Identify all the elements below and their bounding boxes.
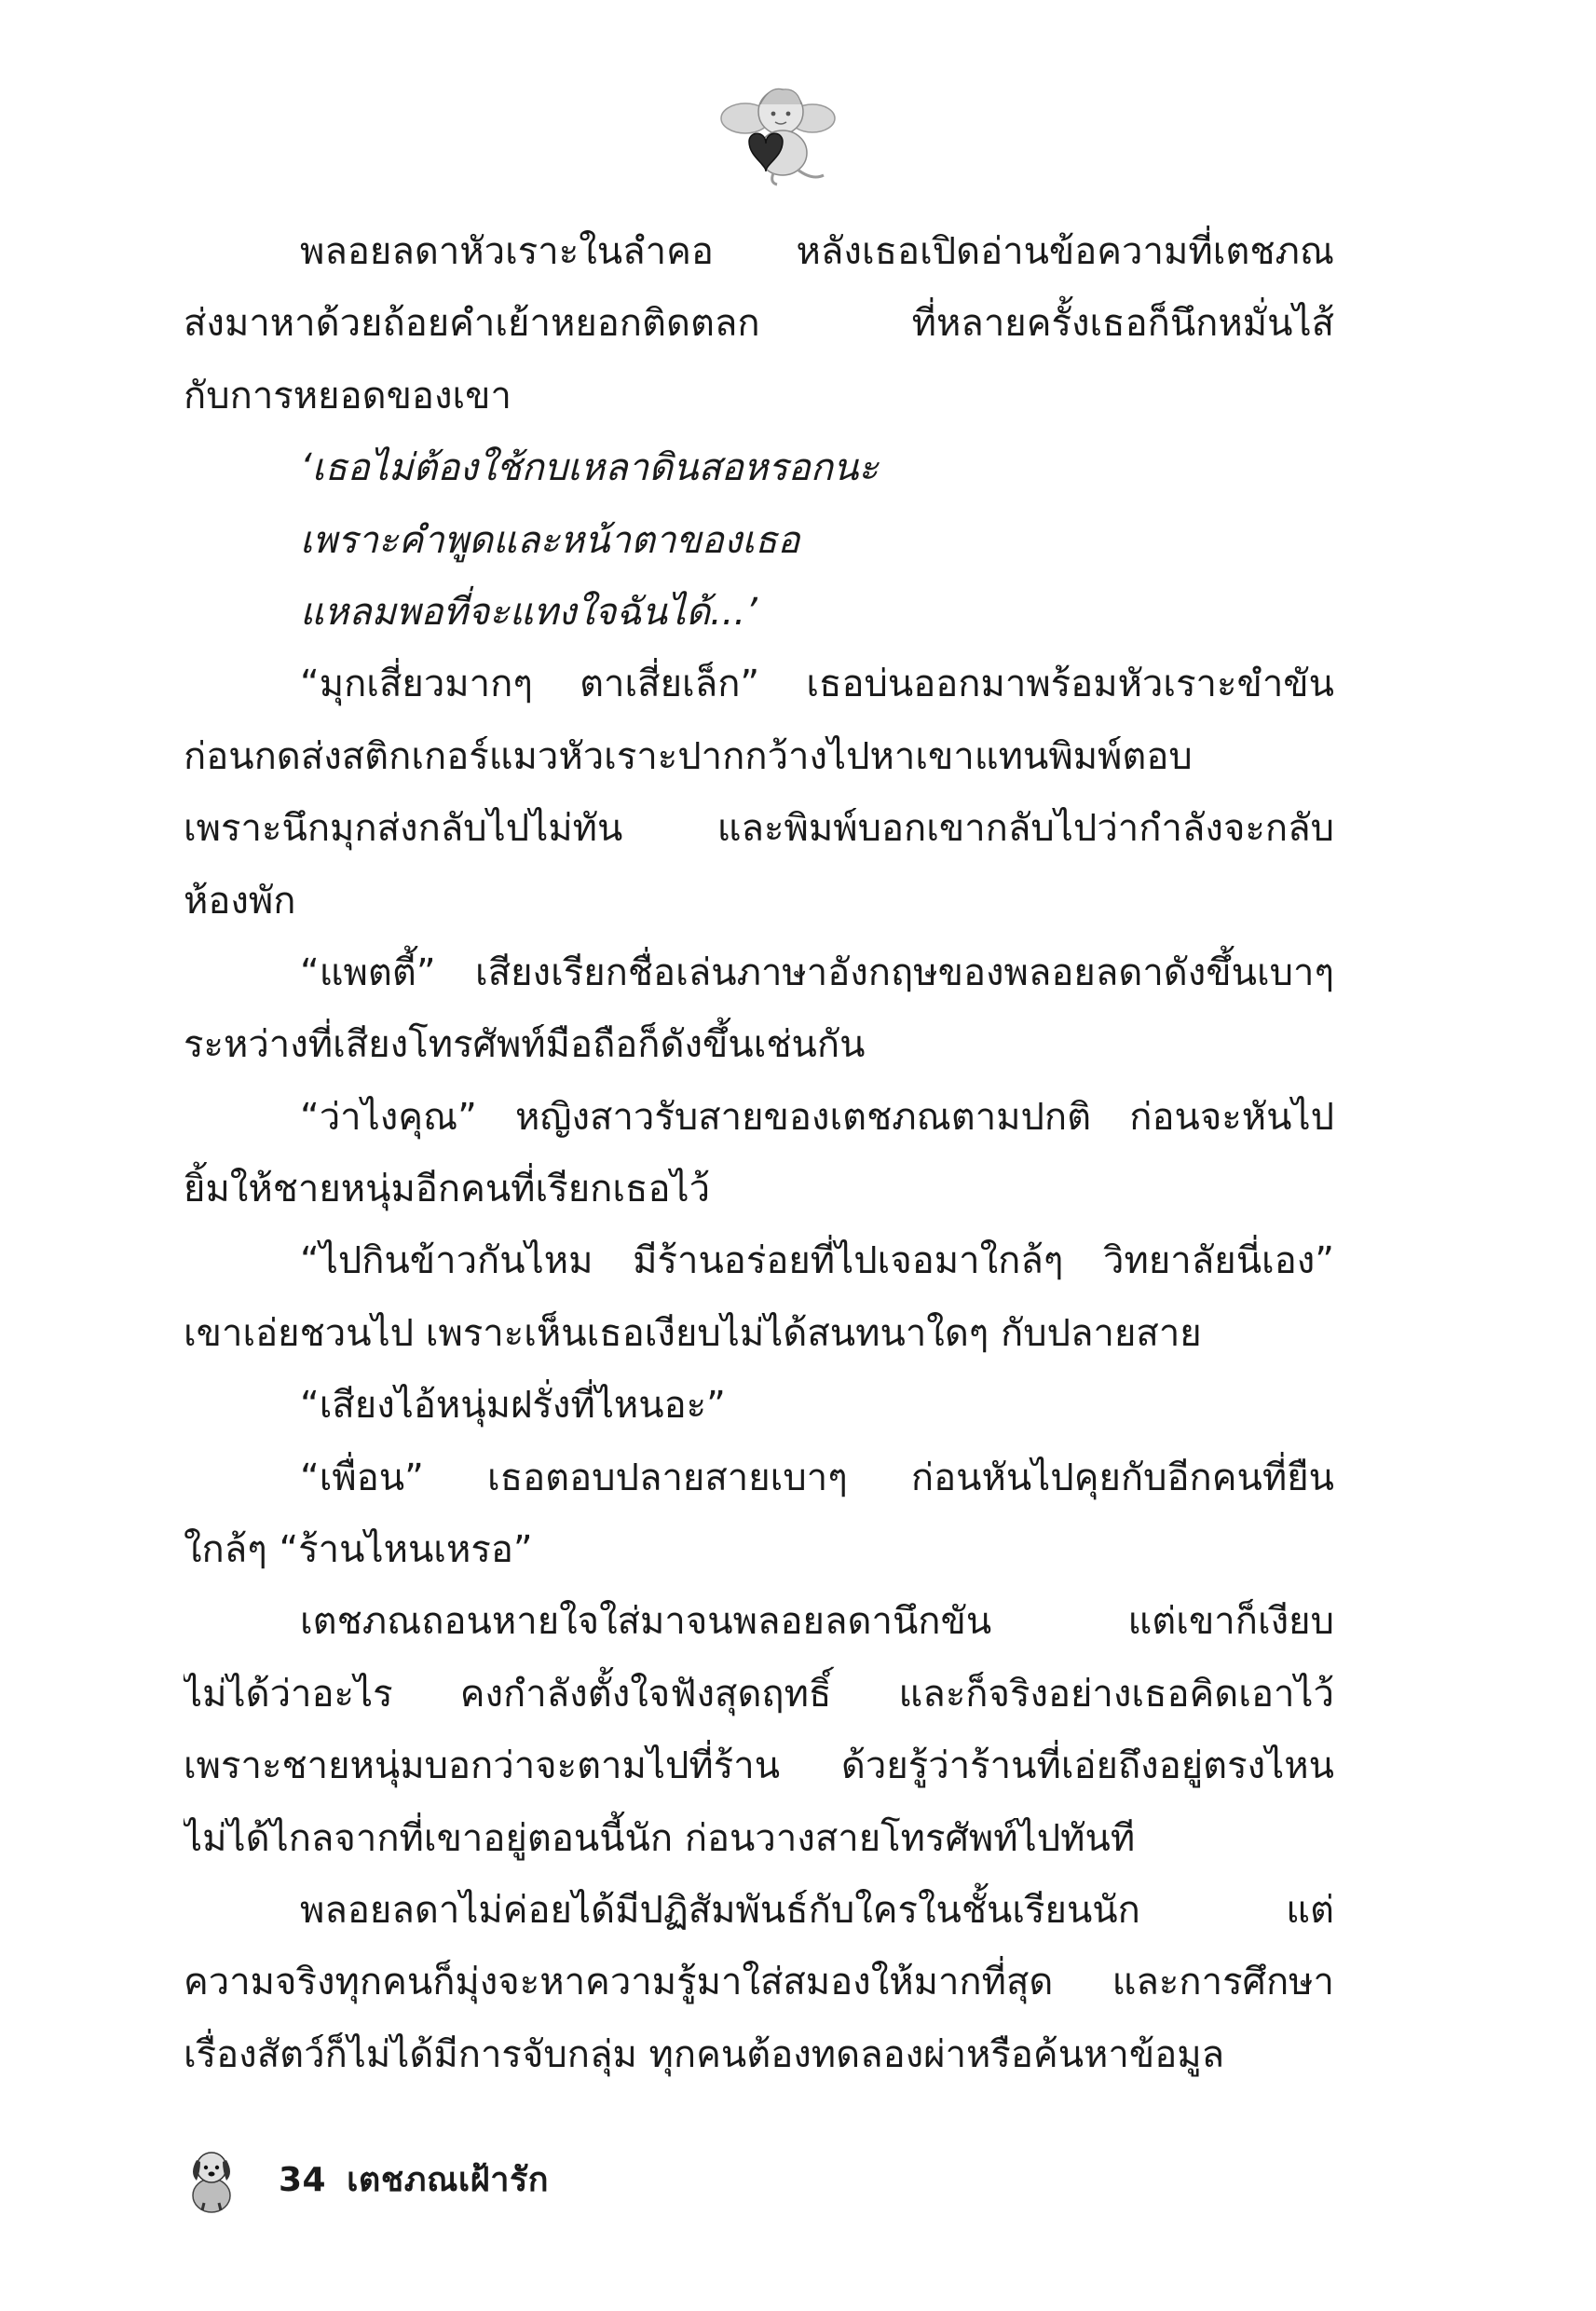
text-line: กับการหยอดของเขา	[184, 374, 512, 417]
paragraph	[184, 505, 1334, 577]
paragraph	[184, 1443, 1334, 1587]
text-line: ความจริงทุกคนก็มุ่งจะหาความรู้มาใส่สมองให้มากที่สุด และการศึกษา	[184, 1961, 1334, 2004]
text-line: ส่งมาหาด้วยถ้อยคำเย้าหยอกติดตลก ที่หลายครั้งเธอก็นึกหมั่นไส้	[184, 302, 1334, 346]
paragraph	[184, 937, 1334, 1082]
text-line: “มุกเสี่ยวมากๆ ตาเสี่ยเล็ก” เธอบ่นออกมาพร้อมหัวเราะขำขัน	[300, 663, 1334, 706]
text-line: เพราะชายหนุ่มบอกว่าจะตามไปที่ร้าน ด้วยรู้ว่าร้านที่เอ่ยถึงอยู่ตรงไหน	[184, 1744, 1334, 1788]
puppy-icon	[184, 2141, 239, 2216]
paragraph	[184, 1875, 1334, 2091]
page-footer	[184, 2141, 549, 2216]
text-line: “เสียงไอ้หนุ่มฝรั่งที่ไหนอะ”	[300, 1384, 726, 1428]
footer-text	[279, 2153, 549, 2206]
text-line: ใกล้ๆ “ร้านไหนเหรอ”	[184, 1528, 533, 1572]
text-line: ไม่ได้ไกลจากที่เขาอยู่ตอนนี้นัก ก่อนวางสายโทรศัพท์ไปทันที	[184, 1816, 1136, 1860]
text-line: ห้องพัก	[184, 879, 296, 923]
cherub-heart-icon	[708, 76, 848, 188]
text-line: “เพื่อน” เธอตอบปลายสายเบาๆ ก่อนหันไปคุยกับอีกคนที่ยืน	[300, 1456, 1334, 1499]
text-line: พลอยลดาหัวเราะในลำคอ หลังเธอเปิดอ่านข้อความที่เตชภณ	[300, 230, 1334, 273]
text-line: ‘เธอไม่ต้องใช้กบเหลาดินสอหรอกนะ	[300, 446, 879, 490]
text-line: “แพตตี้” เสียงเรียกชื่อเล่นภาษาอังกฤษของพลอยลดาดังขึ้นเบาๆ	[300, 950, 1334, 994]
paragraph	[184, 432, 1334, 504]
paragraph	[184, 216, 1334, 432]
text-line: เพราะนึกมุกส่งกลับไปไม่ทัน และพิมพ์บอกเขากลับไปว่ากำลังจะกลับ	[184, 807, 1334, 851]
text-line: ไม่ได้ว่าอะไร คงกำลังตั้งใจฟังสุดฤทธิ์ และก็จริงอย่างเธอคิดเอาไว้	[184, 1672, 1334, 1716]
text-line: แหลมพอที่จะแทงใจฉันได้...’	[300, 590, 757, 634]
book-title: เตชภณเฝ้ารัก	[347, 2160, 550, 2199]
paragraph	[184, 1586, 1334, 1875]
paragraph	[184, 577, 1334, 649]
text-line: ก่อนกดส่งสติกเกอร์แมวหัวเราะปากกว้างไปหาเขาแทนพิมพ์ตอบ	[184, 734, 1193, 778]
page-number: 34	[279, 2160, 327, 2199]
text-line: ระหว่างที่เสียงโทรศัพท์มือถือก็ดังขึ้นเช่นกัน	[184, 1023, 866, 1067]
text-line: เรื่องสัตว์ก็ไม่ได้มีการจับกลุ่ม ทุกคนต้องทดลองผ่าหรือค้นหาข้อมูล	[184, 2032, 1225, 2076]
text-line: พลอยลดาไม่ค่อยได้มีปฏิสัมพันธ์กับใครในชั้นเรียนนัก แต่	[300, 1888, 1334, 1932]
paragraph	[184, 1082, 1334, 1226]
paragraph	[184, 1370, 1334, 1442]
text-line: “ว่าไงคุณ” หญิงสาวรับสายของเตชภณตามปกติ ก่อนจะหันไป	[300, 1095, 1334, 1139]
text-line: เตชภณถอนหายใจใส่มาจนพลอยลดานึกขัน แต่เขาก็เงียบ	[300, 1600, 1334, 1644]
text-line: เพราะคำพูดและหน้าตาของเธอ	[300, 518, 800, 562]
text-line: ยิ้มให้ชายหนุ่มอีกคนที่เรียกเธอไว้	[184, 1168, 711, 1211]
paragraph	[184, 649, 1334, 937]
paragraph	[184, 1225, 1334, 1370]
text-line: “ไปกินข้าวกันไหม มีร้านอร่อยที่ไปเจอมาใกล้ๆ วิทยาลัยนี่เอง”	[300, 1239, 1334, 1283]
body-text	[184, 216, 1334, 2091]
text-line: เขาเอ่ยชวนไป เพราะเห็นเธอเงียบไม่ได้สนทนาใดๆ กับปลายสาย	[184, 1311, 1202, 1355]
